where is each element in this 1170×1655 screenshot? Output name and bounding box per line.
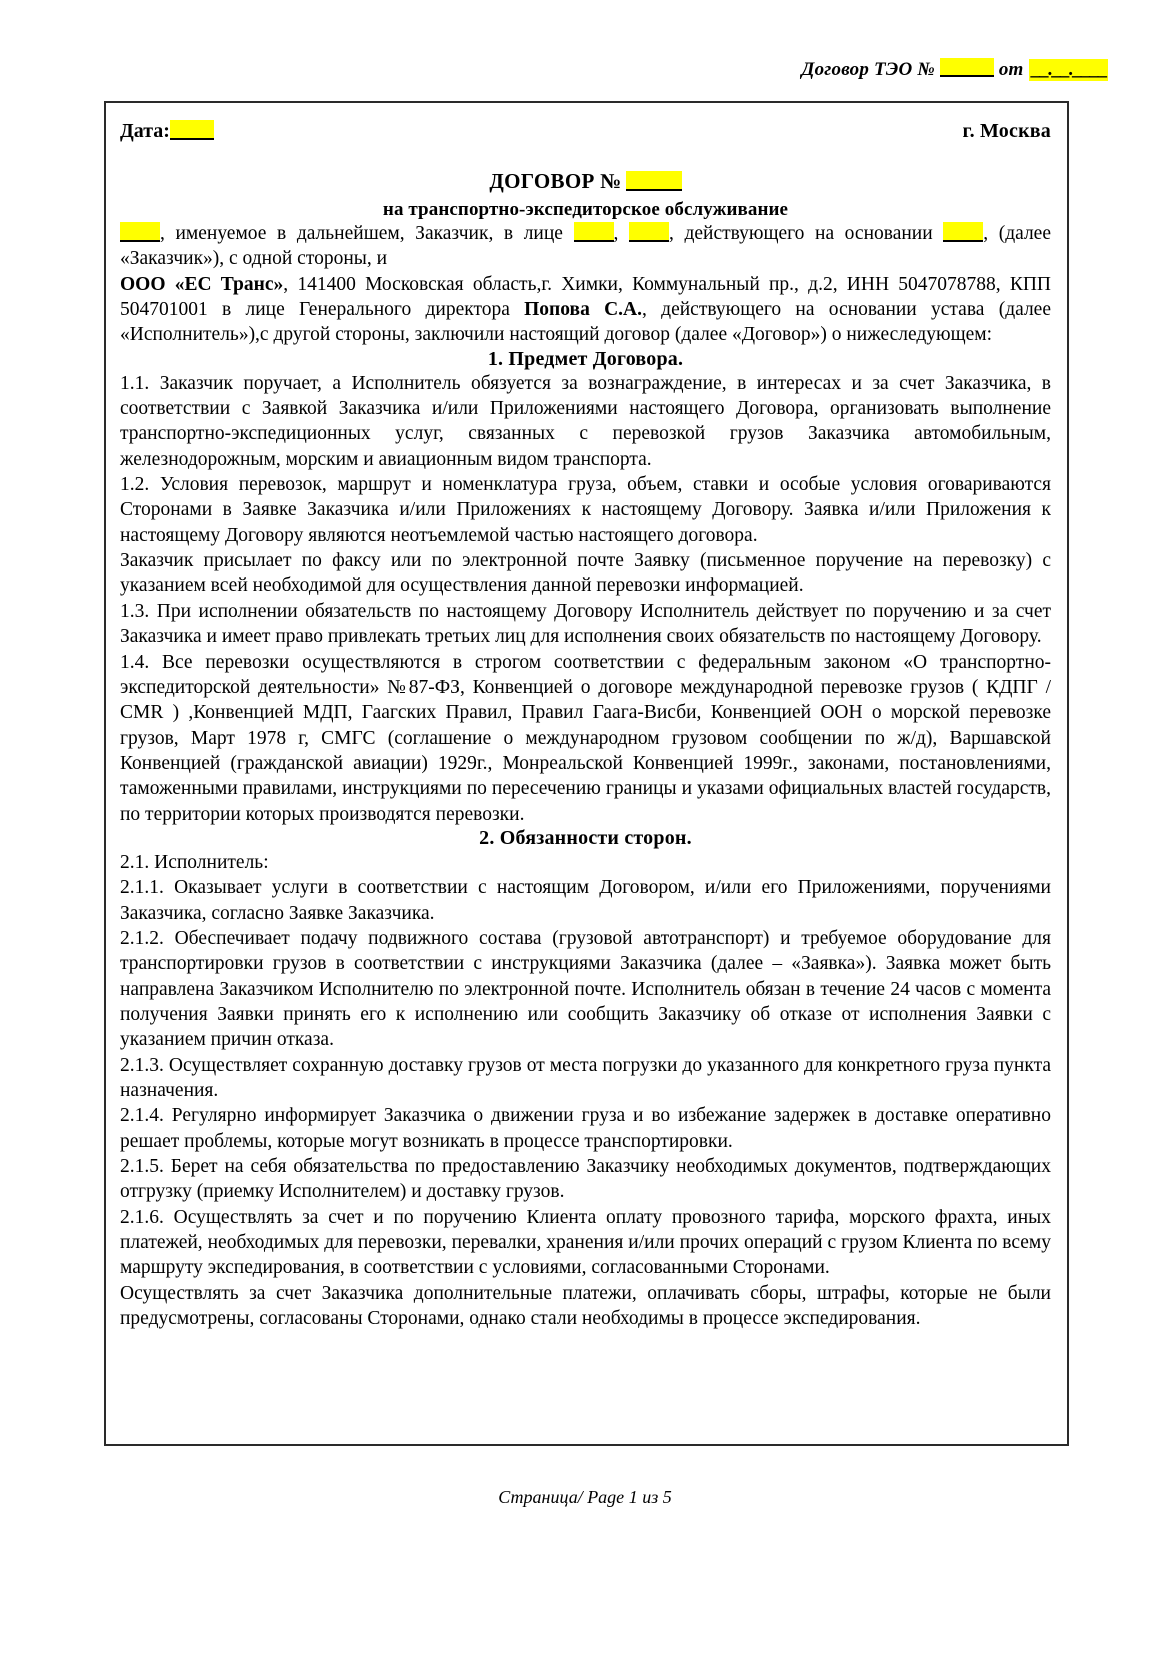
running-head-number-blank: [940, 58, 994, 77]
contractor-party-paragraph: [120, 272, 1051, 348]
clause-2-1-5: 2.1.5. Берет на себя обязательства по предоставлению Заказчику необходимых документов, подтверждающих отгрузку (приемку Исполнителем) и доставку грузов.: [120, 1156, 1051, 1203]
page-footer: [0, 1487, 1170, 1508]
document-subtitle: на транспортно-экспедиторское обслуживание: [382, 199, 789, 220]
customer-basis-blank: [943, 222, 983, 242]
contractor-address: , 141400 Московская область,г. Химки, Коммунальный пр., д.2, ИНН 5047078788, КПП 504701001 в лице Генерального директора: [120, 273, 1052, 321]
clause-2-1-4: 2.1.4. Регулярно информирует Заказчика о движении груза и во избежание задержек в доставке оперативно решает проблемы, которые могут возникать в процессе транспортировки.: [120, 1105, 1051, 1152]
date-field: [120, 120, 214, 143]
customer-text-4: , (далее «Заказчик»), с одной стороны, и: [120, 223, 1051, 270]
customer-name-blank: [120, 222, 160, 242]
clause-1-4: 1.4. Все перевозки осуществляются в строгом соответствии с федеральным законом «О транспортно-экспедиторской деятельности» №87-ФЗ, Конвенцией о договоре международной перевозке грузов ( КДПГ / CMR ) ,Конвенцией МДП, Гаагских Правил, Правил Гаага-Висби, Конвенцией ООН о морской перевозке грузов, Март 1978 г, СМГС (соглашение о международном грузовом сообщении по ж/д), Варшавской Конвенцией (гражданской авиации) 1929г., Монреальской Конвенцией 1999г., законами, постановлениями, таможенными правилами, инструкциями по пересечению границы и указами официальных властей государств, по территории которых производятся перевозки.: [120, 651, 1051, 825]
running-head-ot: от: [998, 59, 1024, 80]
clause-2-1-3: 2.1.3. Осуществляет сохранную доставку грузов от места погрузки до указанного для конкретного груза пункта назначения.: [120, 1054, 1051, 1101]
section-heading-1: 1. Предмет Договора.: [487, 347, 684, 370]
footer-page-number: 1 из 5: [628, 1487, 672, 1507]
clause-1-2: 1.2. Условия перевозок, маршрут и номенклатура груза, объем, ставки и особые условия оговариваются Сторонами в Заявке Заказчика и/или Приложениях к настоящему Договору. Заявка и/или Приложения к настоящему Договору являются неотъемлемой частью настоящего договора.: [120, 474, 1051, 546]
clause-1-3: 1.3. При исполнении обязательств по настоящему Договору Исполнитель действует по поручению и за счет Заказчика и имеет право привлекать третьих лиц для исполнения своих обязательств по настоящему Договору.: [120, 600, 1051, 648]
date-city-row: [120, 120, 1051, 143]
clause-2-1-6-note: Осуществлять за счет Заказчика дополнительные платежи, оплачивать сборы, штрафы, которые не были предусмотрены, согласованы Сторонами, однако стали необходимы в процессе экспедирования.: [120, 1282, 1051, 1330]
document-title-text: ДОГОВОР №: [489, 169, 622, 193]
contractor-company-name: ООО «ЕС Транс»: [120, 273, 284, 295]
clause-2-1-6: 2.1.6. Осуществлять за счет и по поручению Клиента оплату провозного тарифа, морского фрахта, иных платежей, необходимых для перевозки, перевалки, хранения и/или прочих операций с грузом Клиента по всему маршруту экспедирования, в соответствии с условиями, согласованными Сторонами.: [120, 1206, 1051, 1279]
customer-text-2: ,: [613, 223, 629, 244]
clause-2-1-2: 2.1.2. Обеспечивает подачу подвижного состава (грузовой автотранспорт) и требуемое оборудование для транспортировки грузов в соответствии с инструкциями Заказчика (далее – «Заявка»). Заявка может быть направлена Заказчиком Исполнителю по электронной почте. Исполнитель обязан в течение 24 часов с момента получения Заявки принять его к исполнению или сообщить Заказчику об отказе от исполнения Заявки с указанием причин отказа.: [120, 927, 1051, 1051]
customer-rep-name-blank: [629, 222, 669, 242]
document-page-frame: [104, 101, 1069, 1446]
date-blank: [170, 120, 214, 140]
running-head: [801, 58, 1108, 81]
date-label: Дата:: [120, 120, 170, 142]
footer-label: Страница/ Page: [498, 1487, 625, 1507]
clause-2-1: 2.1. Исполнитель:: [120, 851, 269, 873]
document-number-blank: [626, 171, 682, 191]
customer-text-3: , действующего на основании: [669, 223, 944, 244]
city-label: г. Москва: [962, 120, 1051, 142]
running-head-prefix: Договор ТЭО №: [801, 59, 935, 80]
customer-party-paragraph: [120, 221, 1051, 272]
customer-rep-blank: [574, 222, 614, 242]
section-heading-2: 2. Обязанности сторон.: [479, 826, 692, 849]
running-head-date-blank: __.__.____: [1030, 59, 1106, 80]
customer-text-1: , именуемое в дальнейшем, Заказчик, в лице: [160, 223, 574, 244]
document-title: [120, 169, 1051, 194]
clause-1-1: 1.1. Заказчик поручает, а Исполнитель обязуется за вознаграждение, в интересах и за счет Заказчика, в соответствии с Заявкой Заказчика и/или Приложениями настоящего Договора, организовать выполнение транспортно-экспедиционных услуг, связанных с перевозкой грузов Заказчика автомобильным, железнодорожным, морским и авиационным видом транспорта.: [120, 372, 1051, 470]
contractor-director-name: Попова С.А.: [524, 299, 643, 321]
clause-1-2-note: Заказчик присылает по факсу или по электронной почте Заявку (письменное поручение на перевозку) с указанием всей необходимой для осуществления данной перевозки информацией.: [120, 550, 1051, 597]
title-block: [120, 169, 1051, 221]
contractor-tail: , действующего на основании устава (далее «Исполнитель»),с другой стороны, заключили настоящий договор (далее «Договор») о нижеследующем:: [120, 299, 1051, 346]
clause-2-1-1: 2.1.1. Оказывает услуги в соответствии с настоящим Договором, и/или его Приложениями, поручениями Заказчика, согласно Заявке Заказчика.: [120, 877, 1051, 924]
